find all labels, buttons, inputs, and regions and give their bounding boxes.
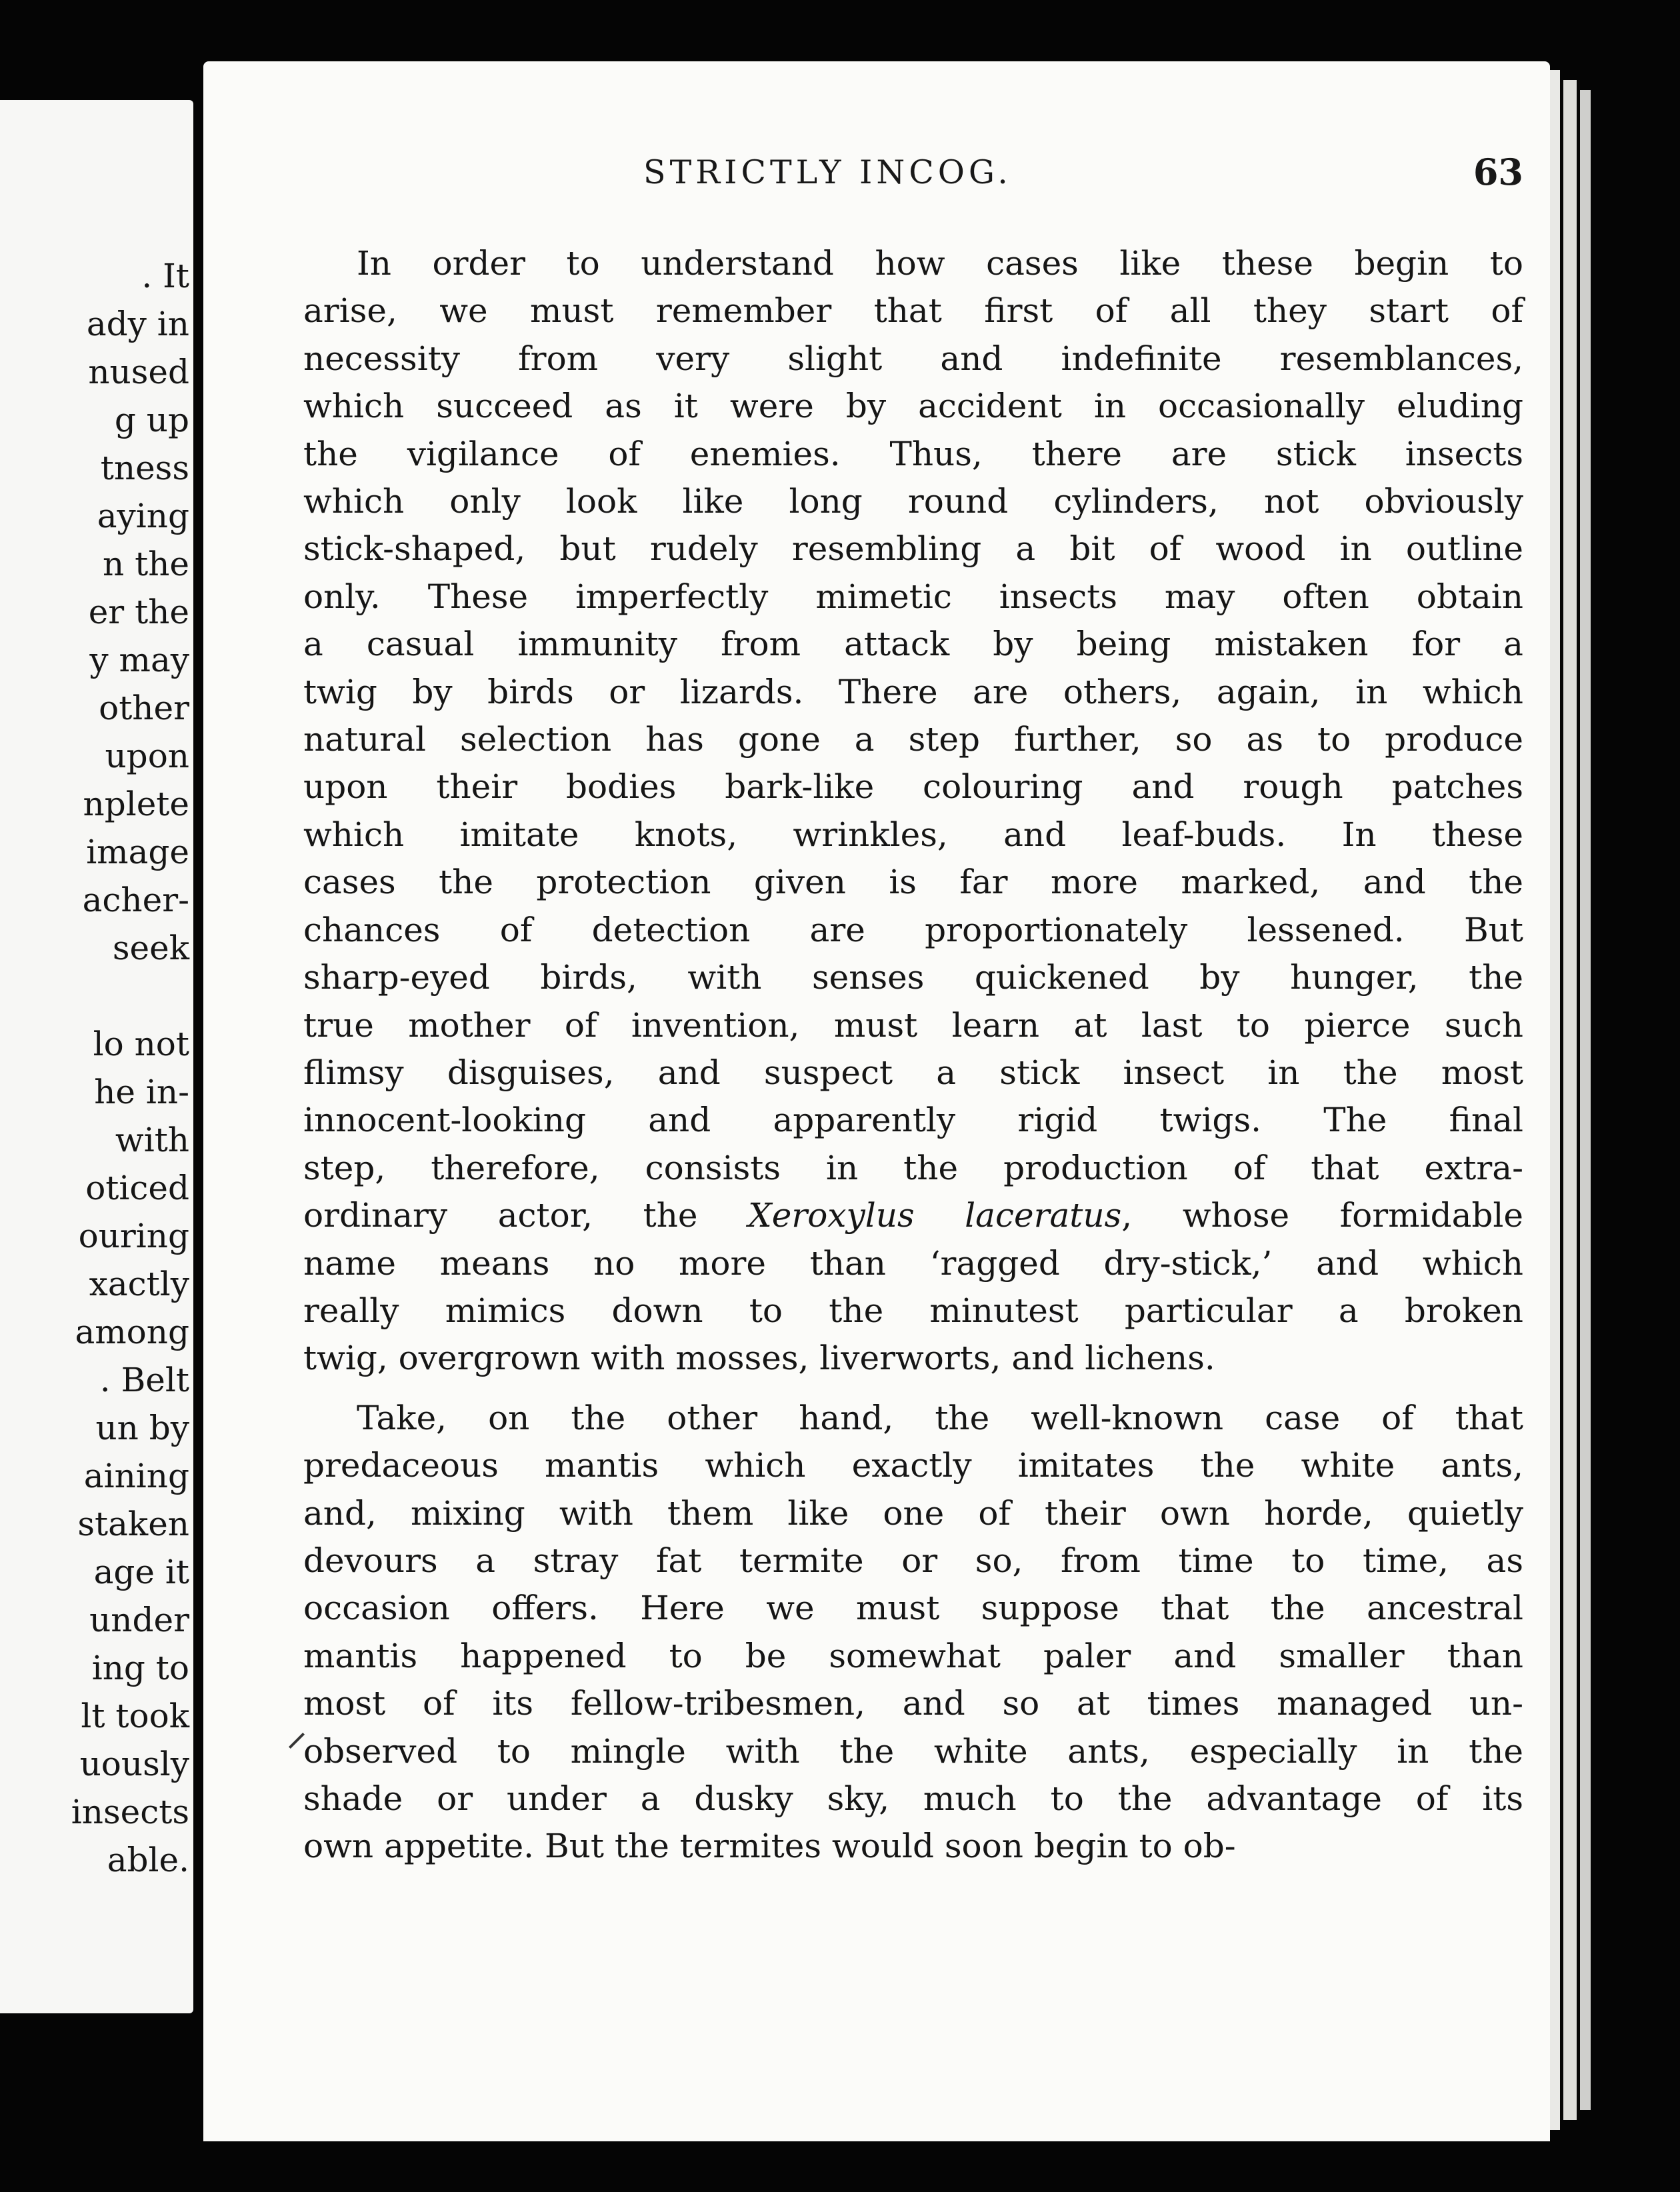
left-page-line: aining bbox=[83, 1457, 189, 1495]
text-line: the vigilance of enemies. Thus, there are stick insects bbox=[303, 434, 1523, 473]
text-line: Take, on the other hand, the well-known case of that bbox=[357, 1398, 1523, 1437]
text-line: true mother of invention, must learn at last to pierce such bbox=[303, 1005, 1523, 1045]
left-page-line: nused bbox=[88, 353, 189, 391]
left-page-line: n the bbox=[103, 545, 189, 583]
left-page-line: age it bbox=[93, 1553, 189, 1591]
text-line: predaceous mantis which exactly imitates the white ants, bbox=[303, 1446, 1523, 1485]
text-line: a casual immunity from attack by being mistaken for a bbox=[303, 625, 1523, 664]
text-line: innocent-looking and apparently rigid twigs. The final bbox=[303, 1101, 1523, 1140]
left-page-line: seek bbox=[112, 929, 189, 967]
left-page-line: he in- bbox=[94, 1073, 189, 1111]
text-line: stick-shaped, but rudely resembling a bit of wood in outline bbox=[303, 529, 1523, 569]
left-page-line: un by bbox=[95, 1409, 189, 1447]
left-page-line: nplete bbox=[83, 785, 189, 823]
text-line: arise, we must remember that first of all they start of bbox=[303, 291, 1523, 331]
text-line: natural selection has gone a step further, so as to produce bbox=[303, 720, 1523, 759]
page-header bbox=[643, 153, 1523, 207]
left-page-line: upon bbox=[105, 737, 189, 775]
left-page-line: ouring bbox=[78, 1217, 189, 1255]
left-page-line: lt took bbox=[81, 1697, 189, 1735]
left-page-text-fragments bbox=[71, 252, 189, 1884]
body-text bbox=[303, 240, 1523, 1871]
left-page bbox=[0, 100, 193, 2013]
text-line: most of its fellow-tribesmen, and so at times managed un- bbox=[303, 1684, 1523, 1723]
text-line: necessity from very slight and indefinite resemblances, bbox=[303, 339, 1523, 378]
text-line: flimsy disguises, and suspect a stick insect in the most bbox=[303, 1053, 1523, 1092]
text-line: which imitate knots, wrinkles, and leaf-buds. In these bbox=[303, 815, 1523, 854]
left-page-line: oticed bbox=[85, 1169, 189, 1207]
left-page-line: image bbox=[86, 833, 189, 871]
text-line: cases the protection given is far more marked, and the bbox=[303, 863, 1523, 902]
left-page-line: lo not bbox=[93, 1025, 189, 1063]
paragraph bbox=[303, 240, 1523, 1383]
left-page-line: under bbox=[89, 1601, 189, 1639]
left-page-line: other bbox=[99, 689, 189, 727]
text-line: own appetite. But the termites would soon begin to ob- bbox=[303, 1827, 1236, 1866]
paragraph bbox=[303, 1395, 1523, 1871]
text-line: which succeed as it were by accident in occasionally eluding bbox=[303, 387, 1523, 426]
left-page-line: ing to bbox=[91, 1649, 189, 1687]
page-number: 63 bbox=[1473, 151, 1523, 193]
text-line: twig by birds or lizards. There are others, again, in which bbox=[303, 672, 1523, 711]
text-line: In order to understand how cases like these begin to bbox=[357, 244, 1523, 283]
text-line: and, mixing with them like one of their own horde, quietly bbox=[303, 1493, 1523, 1533]
text-line: mantis happened to be somewhat paler and smaller than bbox=[303, 1636, 1523, 1675]
left-page-line: aying bbox=[97, 497, 189, 535]
left-page-line: ady in bbox=[86, 305, 189, 343]
left-page-line: able. bbox=[107, 1841, 189, 1879]
text-line: upon their bodies bark-like colouring and rough patches bbox=[303, 767, 1523, 807]
left-page-line: xactly bbox=[89, 1265, 189, 1303]
text-line: observed to mingle with the white ants, especially in the bbox=[303, 1731, 1523, 1771]
page-edge bbox=[1580, 90, 1591, 2110]
text-line: which only look like long round cylinders, not obviously bbox=[303, 482, 1523, 521]
text-line: shade or under a dusky sky, much to the advantage of its bbox=[303, 1779, 1523, 1818]
text-line: devours a stray fat termite or so, from time to time, as bbox=[303, 1541, 1523, 1580]
left-page-line: . It bbox=[141, 257, 189, 295]
left-page-line: g up bbox=[114, 401, 189, 439]
left-page-line: insects bbox=[71, 1793, 189, 1831]
left-page-line: with bbox=[115, 1121, 189, 1159]
text-line: name means no more than ‘ragged dry-stick,’ and which bbox=[303, 1243, 1523, 1283]
left-page-line: uously bbox=[79, 1745, 189, 1783]
text-line: twig, overgrown with mosses, liverworts, and lichens. bbox=[303, 1339, 1215, 1378]
left-page-line: among bbox=[75, 1313, 189, 1351]
left-page-line: . Belt bbox=[99, 1361, 189, 1399]
left-page-line bbox=[71, 972, 189, 1020]
text-line: chances of detection are proportionately lessened. But bbox=[303, 910, 1523, 949]
page-edge bbox=[1563, 80, 1577, 2120]
text-line: only. These imperfectly mimetic insects may often obtain bbox=[303, 577, 1523, 616]
left-page-line: staken bbox=[77, 1505, 189, 1543]
running-title: STRICTLY INCOG. bbox=[643, 153, 1012, 191]
left-page-line: tness bbox=[100, 449, 189, 487]
right-page bbox=[203, 61, 1550, 2141]
text-line: step, therefore, consists in the production of that extra- bbox=[303, 1148, 1523, 1187]
text-line: really mimics down to the minutest particular a broken bbox=[303, 1291, 1523, 1330]
left-page-line: y may bbox=[89, 641, 189, 679]
text-line: ordinary actor, the Xeroxylus laceratus, whose formidable bbox=[303, 1196, 1523, 1235]
text-line: sharp-eyed birds, with senses quickened by hunger, the bbox=[303, 958, 1523, 997]
text-line: occasion offers. Here we must suppose that the ancestral bbox=[303, 1589, 1523, 1628]
left-page-line: acher- bbox=[82, 881, 189, 919]
left-page-line: er the bbox=[88, 593, 189, 631]
